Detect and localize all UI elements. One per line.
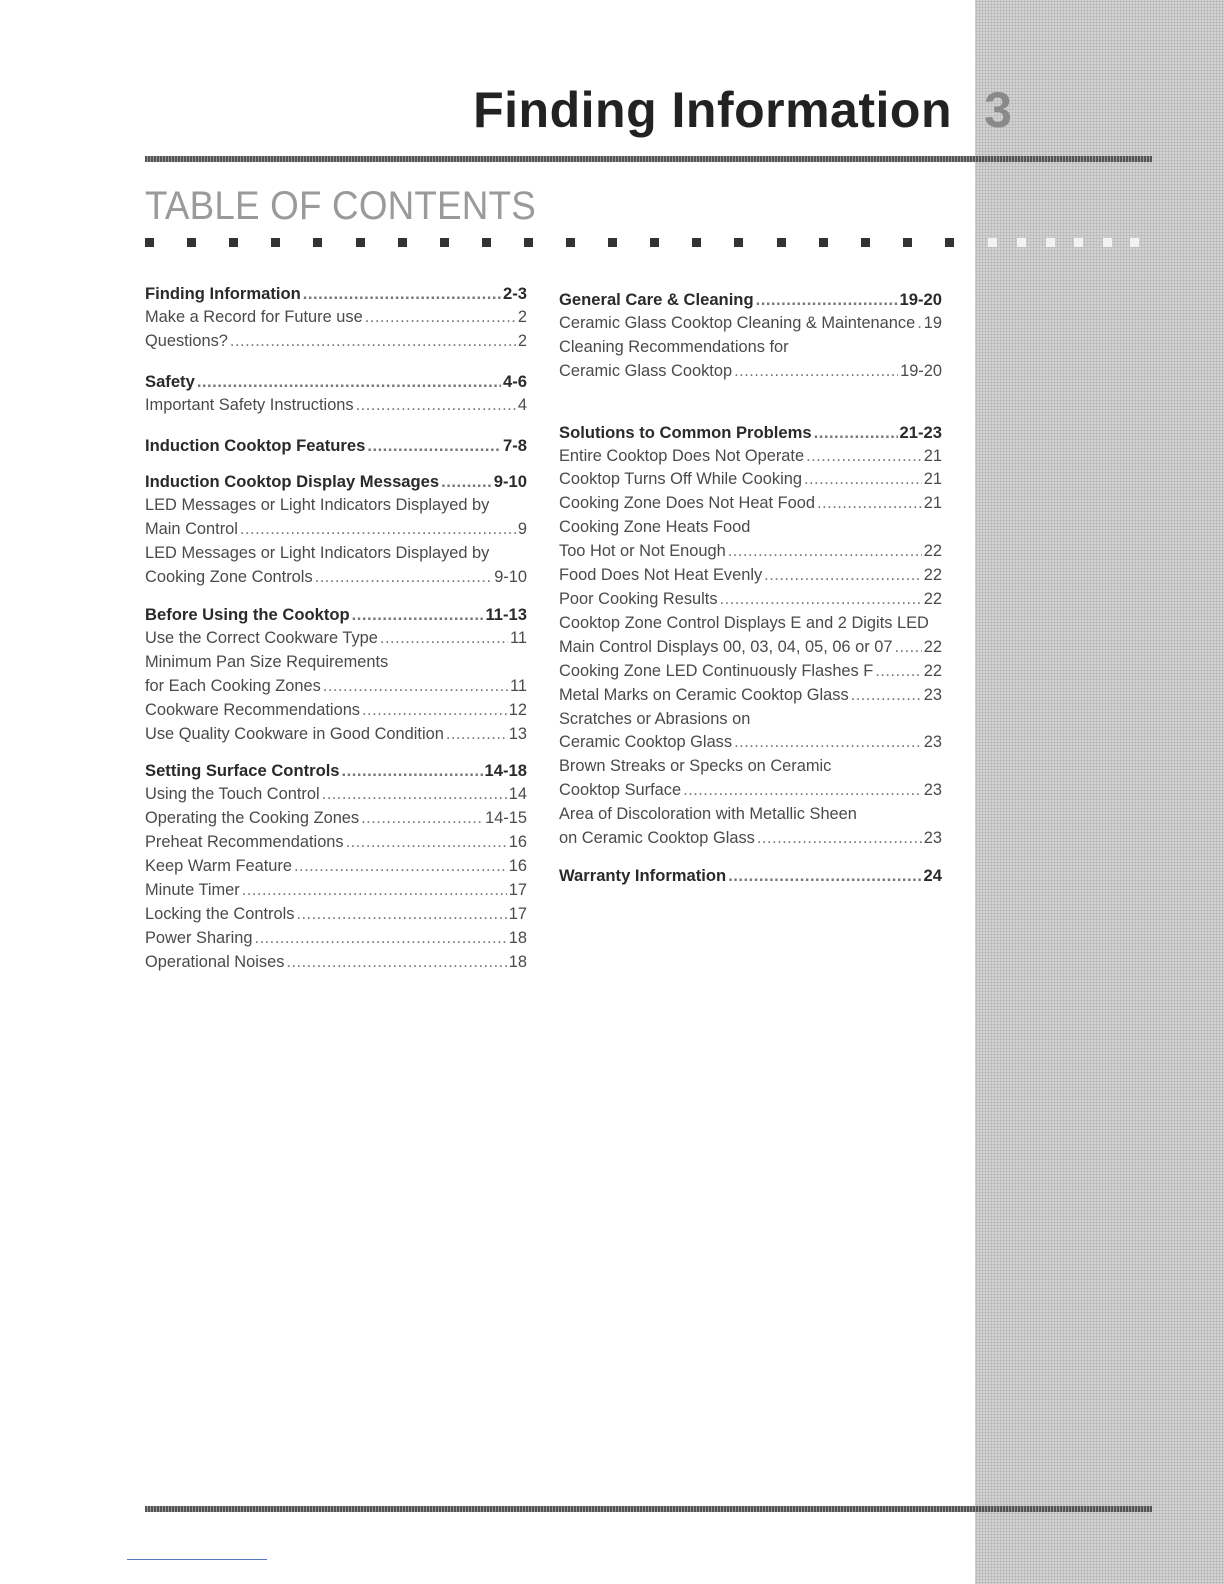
dot-leader bbox=[734, 360, 898, 384]
decorative-square bbox=[903, 238, 912, 247]
toc-page-number: 19-20 bbox=[899, 290, 942, 309]
toc-entry-title: Setting Surface Controls bbox=[145, 761, 340, 781]
toc-entry-title: Keep Warm Feature bbox=[145, 857, 292, 876]
toc-entry-title: Ceramic Cooktop Glass bbox=[559, 733, 733, 752]
toc-entry[interactable] bbox=[559, 684, 942, 708]
decorative-square bbox=[187, 238, 196, 247]
dot-leader bbox=[365, 306, 516, 330]
toc-entry[interactable] bbox=[145, 394, 527, 418]
toc-entry-title: Solutions to Common Problems bbox=[559, 422, 812, 442]
toc-page-number: 17 bbox=[508, 904, 527, 923]
toc-section-heading[interactable] bbox=[559, 864, 942, 888]
toc-page-number: 21 bbox=[923, 494, 942, 513]
toc-page-number: 18 bbox=[508, 952, 527, 971]
toc-entry-title: Cleaning Recommendations for bbox=[559, 337, 789, 356]
toc-entry-title: Using the Touch Control bbox=[145, 785, 320, 804]
toc-entry-title: Preheat Recommendations bbox=[145, 833, 344, 852]
toc-entry[interactable] bbox=[145, 831, 527, 855]
toc-entry[interactable] bbox=[559, 336, 942, 360]
toc-entry[interactable] bbox=[145, 927, 527, 951]
toc-entry-title: Poor Cooking Results bbox=[559, 589, 718, 608]
toc-entry-title: Safety bbox=[145, 371, 195, 391]
decorative-square bbox=[777, 238, 786, 247]
toc-entry-title: Main Control bbox=[145, 520, 238, 539]
toc-page-number: 17 bbox=[508, 880, 527, 899]
toc-entry[interactable] bbox=[559, 564, 942, 588]
toc-page-number: 22 bbox=[923, 566, 942, 585]
dot-leader bbox=[315, 566, 493, 590]
decorative-square bbox=[440, 238, 449, 247]
toc-page-number: 21 bbox=[923, 470, 942, 489]
toc-page-number: 9-10 bbox=[493, 472, 527, 492]
toc-entry[interactable] bbox=[145, 723, 527, 747]
toc-entry-title: Brown Streaks or Specks on Ceramic bbox=[559, 757, 832, 776]
toc-entry-title: Main Control Displays 00, 03, 04, 05, 06 or 07 bbox=[559, 637, 893, 656]
toc-page-number: 16 bbox=[508, 833, 527, 852]
toc-entry-title: Use Quality Cookware in Good Condition bbox=[145, 724, 444, 743]
toc-entry-title: Ceramic Glass Cooktop bbox=[559, 361, 733, 380]
toc-page-number: 23 bbox=[923, 733, 942, 752]
toc-spacer bbox=[145, 457, 527, 470]
toc-entry[interactable] bbox=[145, 330, 527, 354]
decorative-square bbox=[482, 238, 491, 247]
decorative-square bbox=[313, 238, 322, 247]
dot-leader bbox=[230, 330, 516, 354]
toc-spacer bbox=[559, 384, 942, 421]
toc-entry[interactable] bbox=[145, 699, 527, 723]
toc-entry-title: Make a Record for Future use bbox=[145, 307, 363, 326]
toc-page-number: 22 bbox=[923, 589, 942, 608]
dot-leader bbox=[875, 660, 921, 684]
dot-leader bbox=[720, 588, 922, 612]
toc-page-number: 4-6 bbox=[503, 371, 527, 391]
toc-entry[interactable] bbox=[559, 755, 942, 779]
toc-page-number: 22 bbox=[923, 542, 942, 561]
toc-entry[interactable] bbox=[145, 783, 527, 807]
dot-leader bbox=[894, 636, 921, 660]
toc-page-number: 21-23 bbox=[899, 422, 942, 442]
dot-leader bbox=[342, 759, 483, 783]
toc-entry[interactable] bbox=[559, 516, 942, 540]
toc-entry[interactable] bbox=[559, 779, 942, 803]
toc-entry-title: Cooking Zone LED Continuously Flashes F bbox=[559, 661, 874, 680]
toc-page-number: 2 bbox=[517, 307, 527, 326]
toc-page-number: 21 bbox=[923, 446, 942, 465]
toc-entry-title: Cooktop Zone Control Displays E and 2 Digits LED bbox=[559, 613, 929, 632]
toc-page-number: 19 bbox=[923, 313, 942, 332]
decorative-square bbox=[861, 238, 870, 247]
decorative-square bbox=[650, 238, 659, 247]
toc-entry-title: Scratches or Abrasions on bbox=[559, 709, 751, 728]
dot-leader bbox=[764, 564, 922, 588]
toc-entry[interactable] bbox=[145, 675, 527, 699]
toc-entry-title: Use the Correct Cookware Type bbox=[145, 628, 378, 647]
dot-leader bbox=[356, 394, 516, 418]
toc-entry[interactable] bbox=[145, 494, 527, 518]
toc-page-number: 13 bbox=[508, 724, 527, 743]
dot-leader bbox=[242, 879, 507, 903]
dot-leader bbox=[441, 470, 492, 494]
toc-entry-title: LED Messages or Light Indicators Displayed by bbox=[145, 496, 490, 515]
toc-page-number: 19-20 bbox=[900, 361, 942, 380]
decorative-square bbox=[1046, 238, 1055, 247]
toc-entry[interactable] bbox=[559, 588, 942, 612]
toc-entry-title: Questions? bbox=[145, 331, 228, 350]
dot-leader bbox=[367, 434, 501, 458]
toc-entry[interactable] bbox=[145, 542, 527, 566]
toc-section-heading[interactable] bbox=[145, 470, 527, 494]
dot-leader bbox=[804, 468, 922, 492]
toc-entry[interactable] bbox=[559, 312, 942, 336]
toc-page-number: 7-8 bbox=[503, 435, 527, 455]
toc-entry-title: Too Hot or Not Enough bbox=[559, 542, 726, 561]
dot-leader bbox=[352, 603, 484, 627]
toc-entry-title: Cooktop Surface bbox=[559, 781, 682, 800]
decorative-square bbox=[608, 238, 617, 247]
toc-page-number: 23 bbox=[923, 781, 942, 800]
toc-page-number: 22 bbox=[923, 637, 942, 656]
dot-leader bbox=[446, 723, 507, 747]
toc-entry[interactable] bbox=[559, 492, 942, 516]
decorative-square bbox=[145, 238, 154, 247]
decorative-square bbox=[819, 238, 828, 247]
toc-entry-title: Before Using the Cooktop bbox=[145, 604, 350, 624]
toc-page-number: 11-13 bbox=[485, 604, 527, 624]
toc-entry[interactable] bbox=[559, 540, 942, 564]
toc-entry-title: Food Does Not Heat Evenly bbox=[559, 566, 763, 585]
dot-leader bbox=[286, 951, 506, 975]
toc-section-heading[interactable] bbox=[145, 603, 527, 627]
toc-spacer bbox=[145, 418, 527, 434]
toc-entry-title: Minute Timer bbox=[145, 880, 240, 899]
dot-leader bbox=[197, 370, 501, 394]
dot-leader bbox=[303, 282, 501, 306]
dot-leader bbox=[757, 827, 922, 851]
dot-leader bbox=[294, 855, 507, 879]
toc-entry-title: Entire Cooktop Does Not Operate bbox=[559, 446, 805, 465]
toc-entry[interactable] bbox=[145, 306, 527, 330]
toc-entry-title: Warranty Information bbox=[559, 865, 727, 885]
decorative-square bbox=[271, 238, 280, 247]
toc-page-number: 12 bbox=[508, 700, 527, 719]
toc-spacer bbox=[145, 746, 527, 759]
toc-page-number: 23 bbox=[923, 829, 942, 848]
toc-entry-title: Operating the Cooking Zones bbox=[145, 809, 360, 828]
toc-section-heading[interactable] bbox=[145, 759, 527, 783]
toc-entry-title: General Care & Cleaning bbox=[559, 290, 754, 309]
toc-entry-title: Important Safety Instructions bbox=[145, 395, 354, 414]
decorative-square bbox=[398, 238, 407, 247]
dot-leader bbox=[728, 864, 921, 888]
toc-entry-title: Induction Cooktop Features bbox=[145, 435, 366, 455]
dot-leader bbox=[756, 288, 898, 312]
toc-entry[interactable] bbox=[559, 360, 942, 384]
toc-entry-title: Cooking Zone Controls bbox=[145, 568, 313, 587]
toc-section-heading[interactable] bbox=[559, 288, 942, 312]
toc-entry-title: Cooktop Turns Off While Cooking bbox=[559, 470, 802, 489]
toc-entry-title: Power Sharing bbox=[145, 928, 253, 947]
toc-page-number: 11 bbox=[509, 628, 527, 647]
dot-leader bbox=[728, 540, 922, 564]
toc-entry-title: Ceramic Glass Cooktop Cleaning & Maintenance bbox=[559, 313, 916, 332]
toc-entry-title: Cooking Zone Heats Food bbox=[559, 518, 751, 537]
dot-leader bbox=[817, 492, 922, 516]
decorative-square bbox=[524, 238, 533, 247]
toc-spacer bbox=[559, 851, 942, 864]
toc-heading: TABLE OF CONTENTS bbox=[145, 184, 536, 228]
dot-leader bbox=[346, 831, 507, 855]
toc-entry[interactable] bbox=[559, 660, 942, 684]
toc-section-heading[interactable] bbox=[559, 421, 942, 445]
toc-entry-title: Cookware Recommendations bbox=[145, 700, 360, 719]
decorative-square bbox=[229, 238, 238, 247]
toc-entry[interactable] bbox=[145, 903, 527, 927]
page-number: 3 bbox=[984, 82, 1012, 138]
decorative-square bbox=[1074, 238, 1083, 247]
page-title: Finding Information bbox=[473, 82, 952, 138]
decorative-square bbox=[1017, 238, 1026, 247]
dot-leader bbox=[683, 779, 922, 803]
toc-page-number: 11 bbox=[509, 676, 527, 695]
toc-page-number: 4 bbox=[517, 395, 527, 414]
toc-page-number: 24 bbox=[923, 865, 942, 885]
toc-page-number: 2 bbox=[517, 331, 527, 350]
toc-page-number: 16 bbox=[508, 857, 527, 876]
decorative-square bbox=[1103, 238, 1112, 247]
toc-entry[interactable] bbox=[559, 731, 942, 755]
toc-entry-title: Minimum Pan Size Requirements bbox=[145, 652, 389, 671]
dot-leader bbox=[323, 675, 508, 699]
decorative-square bbox=[1130, 238, 1139, 247]
toc-entry-title: Induction Cooktop Display Messages bbox=[145, 472, 440, 492]
toc-entry[interactable] bbox=[559, 708, 942, 732]
header-divider bbox=[145, 156, 1152, 162]
decorative-square bbox=[988, 238, 997, 247]
toc-entry[interactable] bbox=[559, 445, 942, 469]
toc-column-right bbox=[559, 288, 942, 888]
toc-column-left bbox=[145, 282, 527, 975]
toc-entry-title: for Each Cooking Zones bbox=[145, 676, 321, 695]
toc-entry[interactable] bbox=[559, 468, 942, 492]
dot-leader bbox=[814, 421, 898, 445]
toc-entry-title: Finding Information bbox=[145, 284, 301, 303]
toc-page-number: 23 bbox=[923, 685, 942, 704]
toc-spacer bbox=[145, 354, 527, 370]
toc-entry[interactable] bbox=[145, 855, 527, 879]
toc-entry[interactable] bbox=[145, 807, 527, 831]
toc-spacer bbox=[145, 590, 527, 603]
toc-page-number: 14-18 bbox=[484, 761, 527, 781]
toc-entry[interactable] bbox=[145, 651, 527, 675]
dot-leader bbox=[322, 783, 507, 807]
toc-page-number: 2-3 bbox=[503, 284, 527, 303]
footer-divider bbox=[145, 1506, 1152, 1512]
toc-entry-title: on Ceramic Cooktop Glass bbox=[559, 829, 755, 848]
decorative-square-row bbox=[145, 238, 1165, 250]
toc-entry-title: Locking the Controls bbox=[145, 904, 295, 923]
dot-leader bbox=[851, 684, 922, 708]
dot-leader bbox=[362, 699, 507, 723]
toc-page-number: 9 bbox=[517, 520, 527, 539]
decorative-square bbox=[692, 238, 701, 247]
toc-page-number: 14 bbox=[508, 785, 527, 804]
toc-section-heading[interactable] bbox=[145, 370, 527, 394]
dot-leader bbox=[380, 627, 508, 651]
toc-entry-title: Area of Discoloration with Metallic Sheen bbox=[559, 805, 857, 824]
toc-entry-title: Operational Noises bbox=[145, 952, 285, 971]
dot-leader bbox=[296, 903, 506, 927]
decorative-square bbox=[566, 238, 575, 247]
dot-leader bbox=[240, 518, 516, 542]
toc-entry[interactable] bbox=[559, 827, 942, 851]
toc-entry[interactable] bbox=[145, 518, 527, 542]
toc-entry[interactable] bbox=[145, 566, 527, 590]
toc-entry[interactable] bbox=[145, 879, 527, 903]
toc-entry[interactable] bbox=[559, 803, 942, 827]
dot-leader bbox=[361, 807, 483, 831]
toc-section-heading[interactable] bbox=[145, 282, 527, 306]
dot-leader bbox=[917, 312, 922, 336]
toc-page-number: 18 bbox=[508, 928, 527, 947]
toc-section-heading[interactable] bbox=[145, 434, 527, 458]
toc-entry-title: Cooking Zone Does Not Heat Food bbox=[559, 494, 816, 513]
dot-leader bbox=[255, 927, 507, 951]
toc-entry[interactable] bbox=[145, 627, 527, 651]
toc-entry[interactable] bbox=[145, 951, 527, 975]
footer-link-underline bbox=[127, 1559, 267, 1560]
toc-entry[interactable] bbox=[559, 636, 942, 660]
toc-page-number: 22 bbox=[923, 661, 942, 680]
decorative-square bbox=[356, 238, 365, 247]
dot-leader bbox=[734, 731, 922, 755]
toc-entry-title: LED Messages or Light Indicators Displayed by bbox=[145, 544, 490, 563]
toc-page-number: 14-15 bbox=[485, 809, 527, 828]
toc-page-number: 9-10 bbox=[494, 568, 527, 587]
toc-entry-title: Metal Marks on Ceramic Cooktop Glass bbox=[559, 685, 849, 704]
decorative-square bbox=[945, 238, 954, 247]
decorative-square bbox=[734, 238, 743, 247]
toc-entry[interactable] bbox=[559, 612, 942, 636]
dot-leader bbox=[806, 445, 922, 469]
